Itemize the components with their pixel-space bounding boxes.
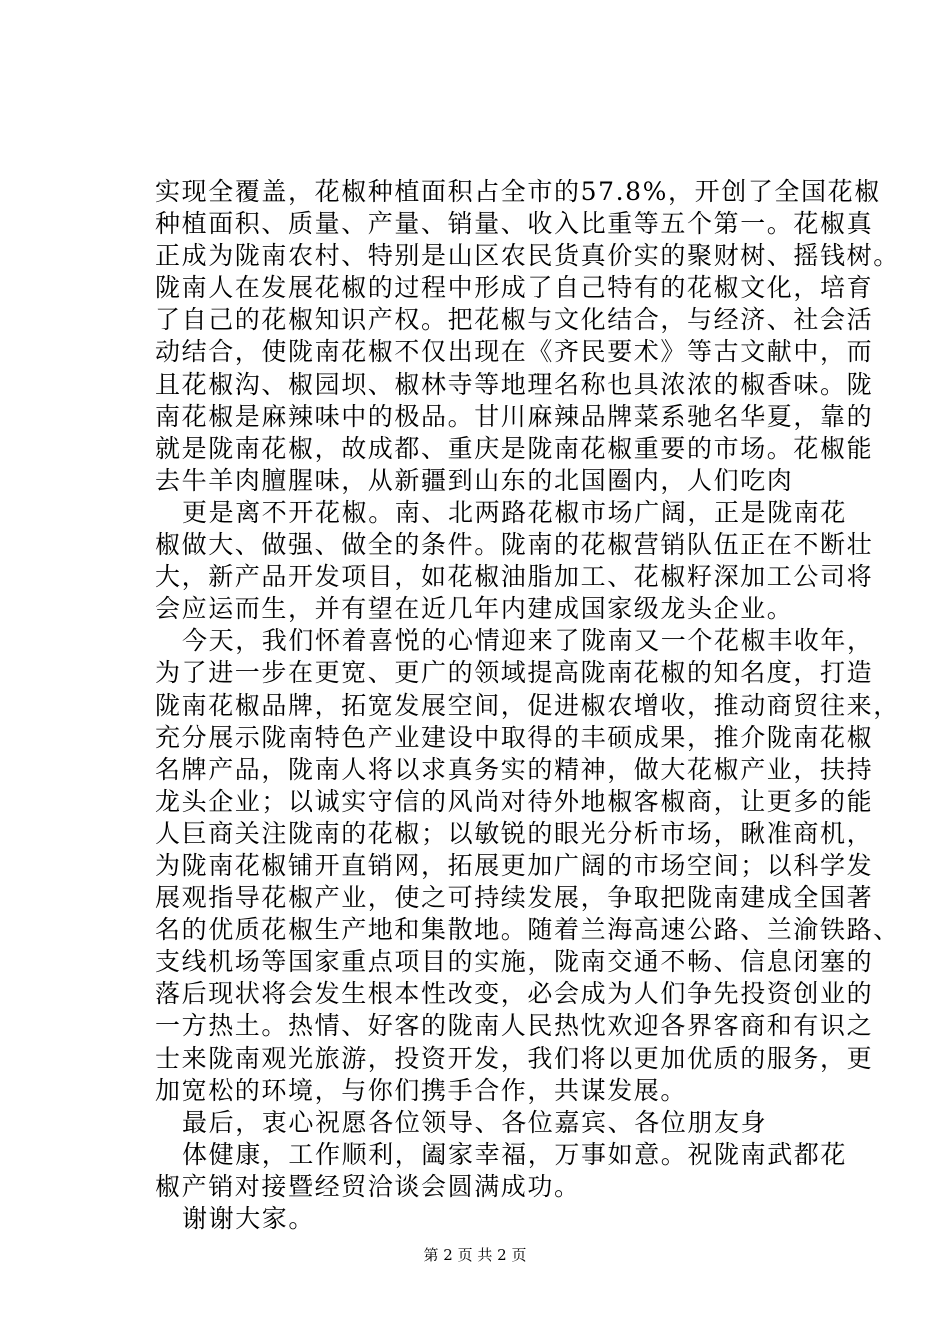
text-line: 为了进一步在更宽、更广的领域提高陇南花椒的知名度，打造 [155, 658, 874, 688]
text-line: 实现全覆盖，花椒种植面积占全市的57.8%，开创了全国花椒 [155, 177, 881, 206]
text-line: 为陇南花椒铺开直销网，拓展更加广阔的市场空间；以科学发 [155, 850, 874, 880]
text-line: 名牌产品，陇南人将以求真务实的精神，做大花椒产业，扶持 [155, 754, 874, 784]
text-line: 更是离不开花椒。南、北两路花椒市场广阔，正是陇南花 [182, 497, 848, 527]
text-line: 一方热土。热情、好客的陇南人民热忱欢迎各界客商和有识之 [155, 1011, 874, 1041]
text-line: 最后，衷心祝愿各位领导、各位嘉宾、各位朋友身 [182, 1107, 768, 1137]
text-line: 士来陇南观光旅游，投资开发，我们将以更加优质的服务，更 [155, 1043, 874, 1073]
text-line: 充分展示陇南特色产业建设中取得的丰硕成果，推介陇南花椒 [155, 722, 874, 752]
text-line: 正成为陇南农村、特别是山区农民货真价实的聚财树、摇钱树。 [155, 241, 900, 271]
text-line: 就是陇南花椒，故成都、重庆是陇南花椒重要的市场。花椒能 [155, 433, 874, 463]
text-line: 椒做大、做强、做全的条件。陇南的花椒营销队伍正在不断壮 [155, 530, 874, 560]
text-line: 龙头企业；以诚实守信的风尚对待外地椒客椒商，让更多的能 [155, 786, 874, 816]
text-line: 且花椒沟、椒园坝、椒林寺等地理名称也具浓浓的椒香味。陇 [155, 369, 874, 399]
text-line: 去牛羊肉膻腥味，从新疆到山东的北国圈内，人们吃肉 [155, 465, 794, 495]
text-line: 陇南人在发展花椒的过程中形成了自己特有的花椒文化，培育 [155, 273, 874, 303]
text-line: 今天，我们怀着喜悦的心情迎来了陇南又一个花椒丰收年， [182, 626, 874, 656]
text-line: 支线机场等国家重点项目的实施，陇南交通不畅、信息闭塞的 [155, 947, 874, 977]
text-line: 谢谢大家。 [182, 1204, 316, 1233]
text-line: 人巨商关注陇南的花椒；以敏锐的眼光分析市场，瞅准商机， [155, 818, 874, 848]
text-line: 体健康，工作顺利，阖家幸福，万事如意。祝陇南武都花 [182, 1139, 848, 1169]
text-line: 名的优质花椒生产地和集散地。随着兰海高速公路、兰渝铁路、 [155, 915, 900, 945]
text-line: 了自己的花椒知识产权。把花椒与文化结合，与经济、社会活 [155, 305, 874, 335]
text-line: 展观指导花椒产业，使之可持续发展，争取把陇南建成全国著 [155, 883, 874, 913]
document-body [155, 176, 900, 1235]
text-line: 种植面积、质量、产量、销量、收入比重等五个第一。花椒真 [155, 209, 874, 239]
text-line: 加宽松的环境，与你们携手合作，共谋发展。 [155, 1075, 688, 1105]
text-line: 陇南花椒品牌，拓宽发展空间，促进椒农增收，推动商贸往来， [155, 690, 900, 720]
text-line: 南花椒是麻辣味中的极品。甘川麻辣品牌菜系驰名华夏，靠的 [155, 401, 874, 431]
text-line: 椒产销对接暨经贸洽谈会圆满成功。 [155, 1171, 581, 1201]
text-line: 动结合，使陇南花椒不仅出现在《齐民要术》等古文献中，而 [155, 337, 874, 367]
page-footer: 第 2 页 共 2 页 [423, 1246, 527, 1264]
text-line: 落后现状将会发生根本性改变，必会成为人们争先投资创业的 [155, 979, 874, 1009]
text-line: 大，新产品开发项目，如花椒油脂加工、花椒籽深加工公司将 [155, 562, 874, 592]
text-line: 会应运而生，并有望在近几年内建成国家级龙头企业。 [155, 594, 794, 624]
